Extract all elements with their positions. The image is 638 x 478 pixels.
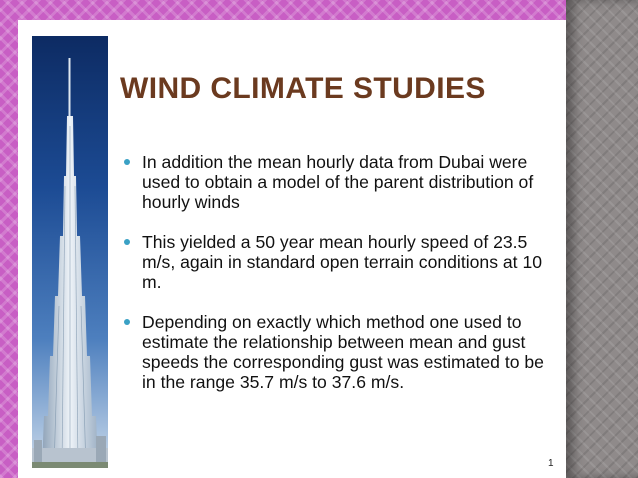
bullet-dot-icon <box>124 319 130 325</box>
bullet-item <box>122 232 552 292</box>
bullet-dot-icon <box>124 159 130 165</box>
slide-title: WIND CLIMATE STUDIES <box>120 72 486 105</box>
slide <box>18 20 566 478</box>
bullet-item <box>122 152 552 212</box>
bullet-text: In addition the mean hourly data from Dubai were used to obtain a model of the parent distribution of hourly winds <box>142 152 534 212</box>
side-panel-decoration <box>566 0 638 478</box>
bullet-text: Depending on exactly which method one used to estimate the relationship between mean and gust speeds the corresponding gust was estimated to be in the range 35.7 m/s to 37.6 m/s. <box>142 312 544 392</box>
bullet-text: This yielded a 50 year mean hourly speed of 23.5 m/s, again in standard open terrain conditions at 10 m. <box>142 232 543 292</box>
page-number: 1 <box>548 458 554 469</box>
bullet-item <box>122 312 552 392</box>
skyscraper-photo <box>32 36 108 468</box>
bullet-dot-icon <box>124 239 130 245</box>
skyscraper-illustration <box>32 36 108 468</box>
bullet-list <box>122 152 552 392</box>
